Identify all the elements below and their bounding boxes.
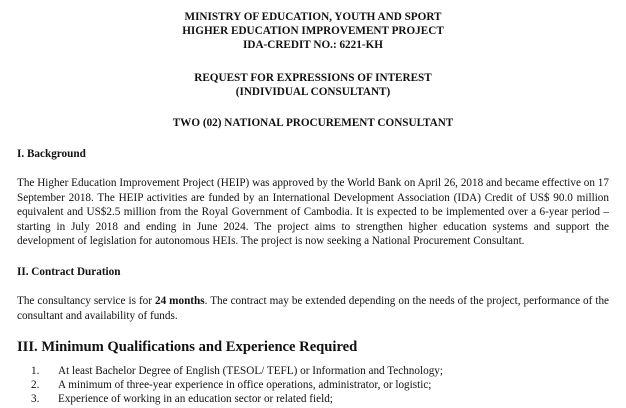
list-item-text: A minimum of three-year experience in office operations, administrator, or logistic; [58,379,432,391]
header-project: HIGHER EDUCATION IMPROVEMENT PROJECT [182,25,444,37]
header-position-title: TWO (02) NATIONAL PROCUREMENT CONSULTANT [172,117,454,129]
contract-duration-paragraph [17,294,609,323]
contract-duration-heading: II. Contract Duration [17,266,121,278]
list-item-number: 2. [31,379,40,391]
list-item [17,364,609,378]
qualifications-heading: III. Minimum Qualifications and Experience Required [17,339,358,355]
background-paragraph: The Higher Education Improvement Project (HEIP) was approved by the World Bank on April 26, 2018 and became effective on 17 September 2018. The HEIP activities are funded by an International Development Association (IDA) Credit of US$ 90.0 million equivalent and US$2.5 million from the Royal Government of Cambodia. It is expected to be implemented over a 6-year period – starting in July 2018 and ending in June 2024. The project aims to strengthen higher education systems and support the development of legislation for autonomous HEIs. The project is now seeking a National Procurement Consultant. [17,177,609,248]
contract-text-after: . The contract may be extended depending on the needs of the project, performance of the consultant and availability of funds. [17,295,610,322]
list-item [17,392,609,406]
list-item-number: 3. [31,393,40,405]
background-heading: I. Background [17,148,86,160]
list-item [17,378,609,392]
contract-text-before: The consultancy service is for [17,295,155,307]
list-item-text: At least Bachelor Degree of English (TESOL/ TEFL) or Information and Technology; [58,365,443,377]
contract-duration-value: 24 months [154,295,205,307]
header-consultant-type: (INDIVIDUAL CONSULTANT) [235,86,391,98]
header-ministry: MINISTRY OF EDUCATION, YOUTH AND SPORT [184,11,442,23]
list-item-text: Experience of working in an education sector or related field; [58,393,333,405]
header-credit-number: IDA-CREDIT NO.: 6221-KH [243,39,383,51]
list-item-number: 1. [31,365,40,377]
qualifications-list [17,364,609,406]
header-request-title: REQUEST FOR EXPRESSIONS OF INTEREST [194,72,432,84]
